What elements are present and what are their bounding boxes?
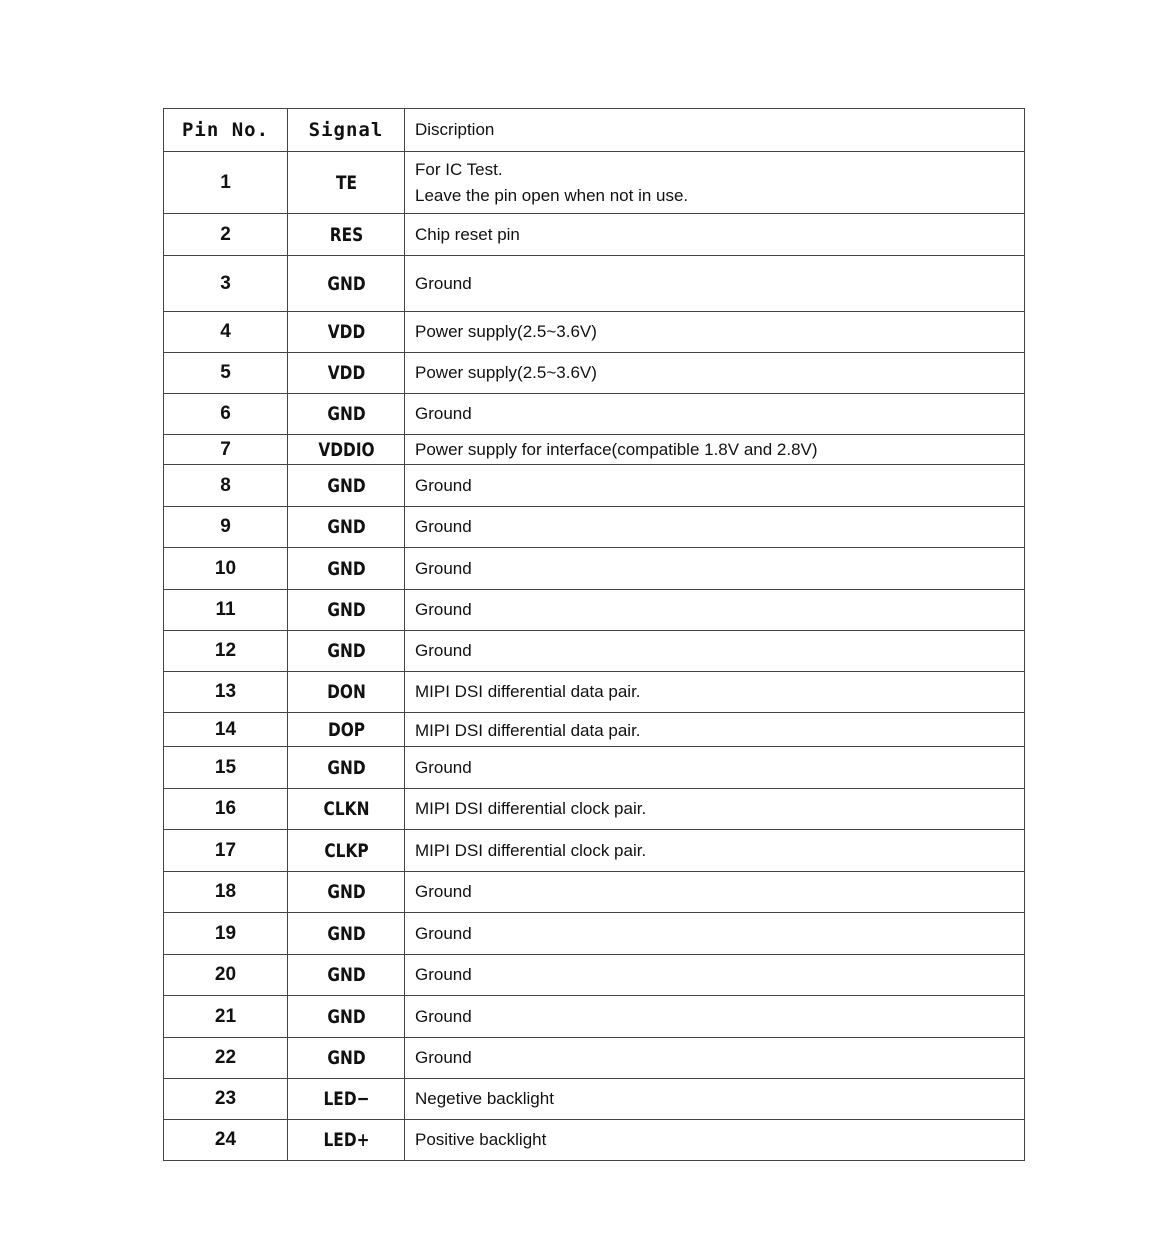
table-row: [164, 152, 1025, 214]
table-row: [164, 872, 1025, 913]
description-cell: [405, 913, 1025, 955]
description-line: Ground: [415, 757, 472, 777]
description-cell: [405, 353, 1025, 394]
table-row: [164, 435, 1025, 465]
pin-number-cell: 2: [164, 214, 288, 256]
pin-number-cell: 19: [164, 913, 288, 955]
pin-number-cell: 4: [164, 312, 288, 353]
table-row: [164, 996, 1025, 1038]
pin-number-cell: 15: [164, 747, 288, 789]
pin-number-cell: 17: [164, 830, 288, 872]
pin-number-cell: 24: [164, 1120, 288, 1161]
pin-assignment-table: [163, 108, 1025, 1161]
description-cell: [405, 872, 1025, 913]
table-row: [164, 913, 1025, 955]
description-line: Power supply(2.5~3.6V): [415, 322, 597, 341]
pin-number-cell: 7: [164, 435, 288, 465]
description-line: Leave the pin open when not in use.: [415, 185, 689, 205]
table-row: [164, 214, 1025, 256]
description-line: Ground: [415, 475, 472, 495]
signal-cell: TE: [293, 152, 398, 214]
description-line: Ground: [415, 965, 472, 984]
table-row: [164, 631, 1025, 672]
description-line: Ground: [415, 558, 472, 578]
description-cell: [405, 631, 1025, 672]
description-line: Power supply for interface(compatible 1.8V and 2.8V): [415, 439, 818, 459]
signal-cell: GND: [293, 955, 398, 996]
header-pin-no: Pin No.: [164, 109, 288, 152]
signal-cell: RES: [293, 214, 398, 256]
pin-number-cell: 23: [164, 1079, 288, 1120]
description-line: Ground: [415, 1006, 472, 1026]
description-line: Positive backlight: [415, 1130, 547, 1149]
description-cell: [405, 152, 1025, 214]
description-cell: [405, 672, 1025, 713]
pin-number-cell: 21: [164, 996, 288, 1038]
table-header-row: [164, 109, 1025, 152]
table-row: [164, 1120, 1025, 1161]
pin-number-cell: 3: [164, 256, 288, 312]
table-row: [164, 312, 1025, 353]
pin-number-cell: 8: [164, 465, 288, 507]
pin-number-cell: 10: [164, 548, 288, 590]
signal-cell: CLKN: [293, 789, 398, 830]
description-cell: [405, 507, 1025, 548]
signal-cell: GND: [293, 996, 398, 1038]
pin-number-cell: 18: [164, 872, 288, 913]
signal-cell: VDDIO: [293, 435, 398, 465]
header-signal: Signal: [288, 109, 405, 152]
table-body: [164, 152, 1025, 1161]
description-cell: [405, 312, 1025, 353]
table-row: [164, 465, 1025, 507]
description-cell: [405, 256, 1025, 312]
table-row: [164, 830, 1025, 872]
description-line: Ground: [415, 882, 472, 901]
description-line: For IC Test.: [415, 159, 503, 179]
description-cell: [405, 465, 1025, 507]
description-cell: [405, 713, 1025, 747]
pin-number-cell: 6: [164, 394, 288, 435]
description-line: Ground: [415, 404, 472, 423]
signal-cell: GND: [293, 548, 398, 590]
pin-number-cell: 12: [164, 631, 288, 672]
description-cell: [405, 747, 1025, 789]
table-row: [164, 353, 1025, 394]
signal-cell: CLKP: [293, 830, 398, 872]
description-line: Negetive backlight: [415, 1089, 554, 1108]
signal-cell: DON: [293, 672, 398, 713]
description-cell: [405, 1038, 1025, 1079]
description-line: Ground: [415, 517, 472, 536]
signal-cell: GND: [293, 747, 398, 789]
description-line: MIPI DSI differential clock pair.: [415, 840, 647, 860]
description-cell: [405, 1120, 1025, 1161]
pin-number-cell: 9: [164, 507, 288, 548]
table-row: [164, 747, 1025, 789]
description-line: Power supply(2.5~3.6V): [415, 363, 597, 382]
description-cell: [405, 1079, 1025, 1120]
pin-number-cell: 14: [164, 713, 288, 747]
description-line: Ground: [415, 923, 472, 943]
table-row: [164, 507, 1025, 548]
description-line: Chip reset pin: [415, 224, 520, 244]
pin-number-cell: 13: [164, 672, 288, 713]
description-line: Ground: [415, 600, 472, 619]
description-line: MIPI DSI differential data pair.: [415, 682, 641, 701]
description-line: Ground: [415, 273, 472, 293]
signal-cell: GND: [293, 913, 398, 955]
table-row: [164, 256, 1025, 312]
signal-cell: GND: [293, 872, 398, 913]
description-line: Ground: [415, 1048, 472, 1067]
pin-number-cell: 5: [164, 353, 288, 394]
pin-number-cell: 1: [164, 152, 288, 214]
description-cell: [405, 590, 1025, 631]
signal-cell: GND: [293, 394, 398, 435]
description-line: MIPI DSI differential clock pair.: [415, 799, 647, 818]
header-description: Discription: [405, 109, 1025, 152]
signal-cell: GND: [293, 631, 398, 672]
pin-number-cell: 16: [164, 789, 288, 830]
signal-cell: GND: [293, 590, 398, 631]
table-row: [164, 713, 1025, 747]
pin-number-cell: 22: [164, 1038, 288, 1079]
signal-cell: GND: [293, 256, 398, 312]
description-cell: [405, 548, 1025, 590]
description-cell: [405, 214, 1025, 256]
signal-cell: GND: [293, 1038, 398, 1079]
description-line: Ground: [415, 641, 472, 660]
table-row: [164, 394, 1025, 435]
description-cell: [405, 435, 1025, 465]
table-row: [164, 1038, 1025, 1079]
description-cell: [405, 830, 1025, 872]
table-row: [164, 672, 1025, 713]
description-cell: [405, 996, 1025, 1038]
signal-cell: VDD: [293, 312, 398, 353]
description-cell: [405, 394, 1025, 435]
description-cell: [405, 789, 1025, 830]
table-row: [164, 1079, 1025, 1120]
pin-number-cell: 20: [164, 955, 288, 996]
signal-cell: GND: [293, 465, 398, 507]
signal-cell: DOP: [293, 713, 398, 747]
description-line: MIPI DSI differential data pair.: [415, 721, 641, 740]
signal-cell: GND: [293, 507, 398, 548]
table-row: [164, 548, 1025, 590]
description-cell: [405, 955, 1025, 996]
table-row: [164, 590, 1025, 631]
table-row: [164, 789, 1025, 830]
pin-number-cell: 11: [164, 590, 288, 631]
signal-cell: LED−: [293, 1079, 398, 1120]
signal-cell: VDD: [293, 353, 398, 394]
signal-cell: LED+: [293, 1120, 398, 1161]
table-row: [164, 955, 1025, 996]
